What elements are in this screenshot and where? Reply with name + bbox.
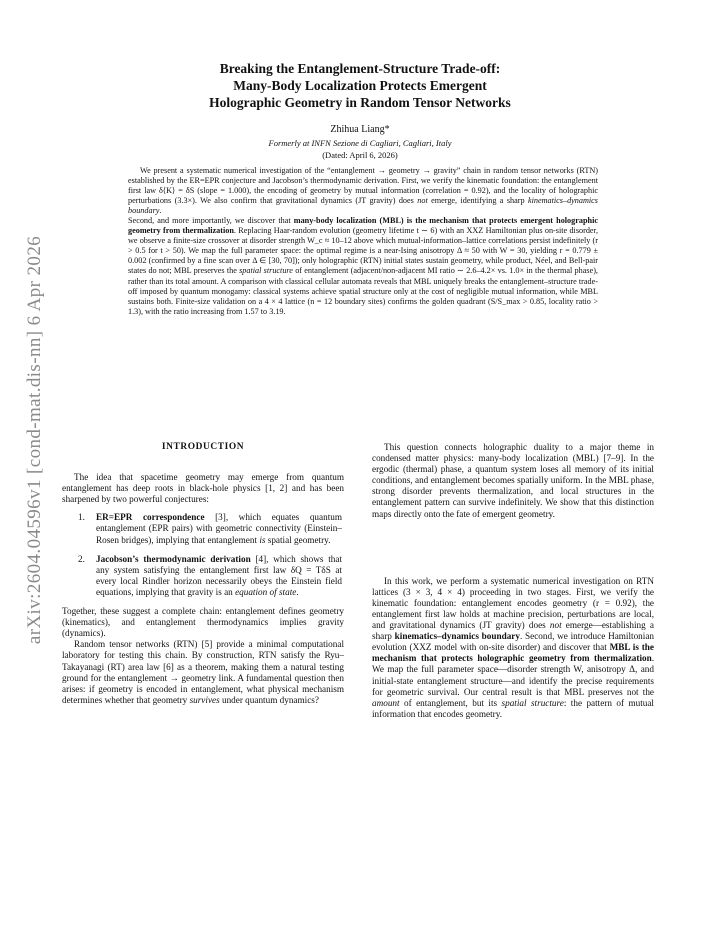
list-item-text: ER=EPR correspondence [3], which equates quantum entanglement (EPR pairs) with geometric connectivity (Einstein–Rosen bridges), implying that entanglement is spatial geometry. bbox=[96, 512, 342, 545]
title-line: Holographic Geometry in Random Tensor Networks bbox=[209, 95, 511, 110]
abstract-paragraph: We present a systematic numerical investigation of the “entanglement → geometry → gravity” chain in random tensor networks (RTN) established by the ER=EPR conjecture and Jacobson’s thermodynamic derivation. First, we verify the kinematic foundation: the entanglement first law δ⟨K⟩ = δS (slope = 1.000), the encoding of geometry by mutual information (correlation = 0.92), and the locality of holographic perturbations (3.3×). We also confirm that gravitational dynamics (JT gravity) does not emerge, identifying a sharp kinematics–dynamics boundary. bbox=[128, 166, 598, 216]
body-paragraph: In this work, we perform a systematic numerical investigation on RTN lattices (3 × 3, 4 × 4) proceeding in two stages. First, we verify the kinematic foundation: entanglement encodes geometry (r = 0.92), the entanglement first law holds at machine precision, perturbations are local, and gravitational dynamics (JT gravity) does not emerge—establishing a sharp kinematics–dynamics boundary. Second, we introduce Hamiltonian evolution (XXZ model with on-site disorder) and discover that MBL is the mechanism that protects holographic geometry from thermalization. We map the full parameter space—disorder strength W, anisotropy Δ, and initial-state entanglement structure—and identify the precise requirements for geometric survival. Our central result is that MBL preserves not the amount of entanglement, but its spatial structure: the pattern of mutual information that encodes geometry. bbox=[372, 575, 654, 719]
abstract-paragraph: Second, and more importantly, we discover that many-body localization (MBL) is the mechanism that protects emergent holographic geometry from thermalization. Replacing Haar-random evolution (geometry lifetime t ∼ 6) with an XXZ Hamiltonian plus on-site disorder, we observe a finite-size crossover at disorder strength W_c ≈ 10–12 above which mutual-information–lattice correlations persist indefinitely (r > 0.5 for t > 50). We map the full parameter space: the optimal regime is a near-Ising anisotropy Δ ≈ 50 with W = 30, yielding r = 0.779 ± 0.002 (confirmed by a fine scan over Δ ∈ [30, 70]); only holographic (RTN) initial states sustain geometry, while product, Néel, and Bell-pair states do not; MBL preserves the spatial structure of entanglement (adjacent/non-adjacent MI ratio ∼ 2.6–4.2× vs. 1.0× in the thermal phase), rather than its total amount. A comparison with classical cellular automata reveals that MBL uniquely breaks the entanglement–structure trade-off imposed by quantum monogamy: classical systems achieve spatial structure only at the cost of negligible mutual information, while MBL sustains both. Finite-size validation on a 4 × 4 lattice (n = 12 boundary sites) confirms the golden quadrant (S/S_max > 0.85, locality ratio > 1.3), with the ratio increasing from 1.57 to 3.19. bbox=[128, 216, 599, 316]
arxiv-sidebar bbox=[20, 215, 50, 665]
list-item bbox=[62, 554, 344, 598]
title-line: Many-Body Localization Protects Emergent bbox=[233, 78, 487, 93]
right-column bbox=[372, 442, 654, 720]
abstract bbox=[128, 166, 598, 317]
date-line: (Dated: April 6, 2026) bbox=[322, 150, 398, 160]
section-heading: INTRODUCTION bbox=[161, 442, 245, 452]
body-paragraph: Together, these suggest a complete chain: entanglement defines geometry (kinematics), and entanglement thermodynamics implies gravity (dynamics). bbox=[62, 606, 344, 639]
body-paragraph: Random tensor networks (RTN) [5] provide a minimal computational laboratory for testing this chain. By construction, RTN satisfy the Ryu–Takayanagi (RT) area law [6] as a theorem, making them a natural testing ground for the entanglement → geometry link. A fundamental question then arises: if geometry is encoded in entanglement, what physical mechanism determines whether that geometry survives under quantum dynamics? bbox=[62, 639, 344, 705]
left-column bbox=[62, 442, 344, 706]
paper-title bbox=[150, 60, 570, 111]
author-name: Zhihua Liang* bbox=[330, 124, 390, 135]
list-item bbox=[62, 512, 344, 545]
title-line: Breaking the Entanglement-Structure Trade-off: bbox=[219, 61, 501, 76]
column-gap bbox=[372, 520, 654, 576]
numbered-list bbox=[62, 512, 344, 598]
body-paragraph: This question connects holographic duality to a major theme in condensed matter physics: many-body localization (MBL) [7–9]. In the ergodic (thermal) phase, a quantum system loses all memory of its initial conditions, and entanglement becomes spatially uniform. In the MBL phase, strong disorder prevents thermalization, and local structures in the entanglement pattern can survive indefinitely. We show that this distinction maps directly onto the fate of emergent geometry. bbox=[372, 442, 654, 519]
author-affiliation: Formerly at INFN Sezione di Cagliari, Cagliari, Italy bbox=[268, 138, 452, 148]
arxiv-identifier: arXiv:2604.04596v1 [cond-mat.dis-nn] 6 Apr 2026 bbox=[24, 235, 45, 645]
list-number: 1. bbox=[78, 512, 85, 523]
list-item-text: Jacobson’s thermodynamic derivation [4], which shows that any system satisfying the entanglement first law δQ = TδS at every local Rindler horizon necessarily obeys the Einstein field equations, implying that gravity is an equation of state. bbox=[96, 553, 343, 597]
list-number: 2. bbox=[78, 553, 85, 564]
body-paragraph: The idea that spacetime geometry may emerge from quantum entanglement has deep roots in black-hole physics [1, 2] and has been sharpened by two powerful conjectures: bbox=[62, 472, 344, 505]
